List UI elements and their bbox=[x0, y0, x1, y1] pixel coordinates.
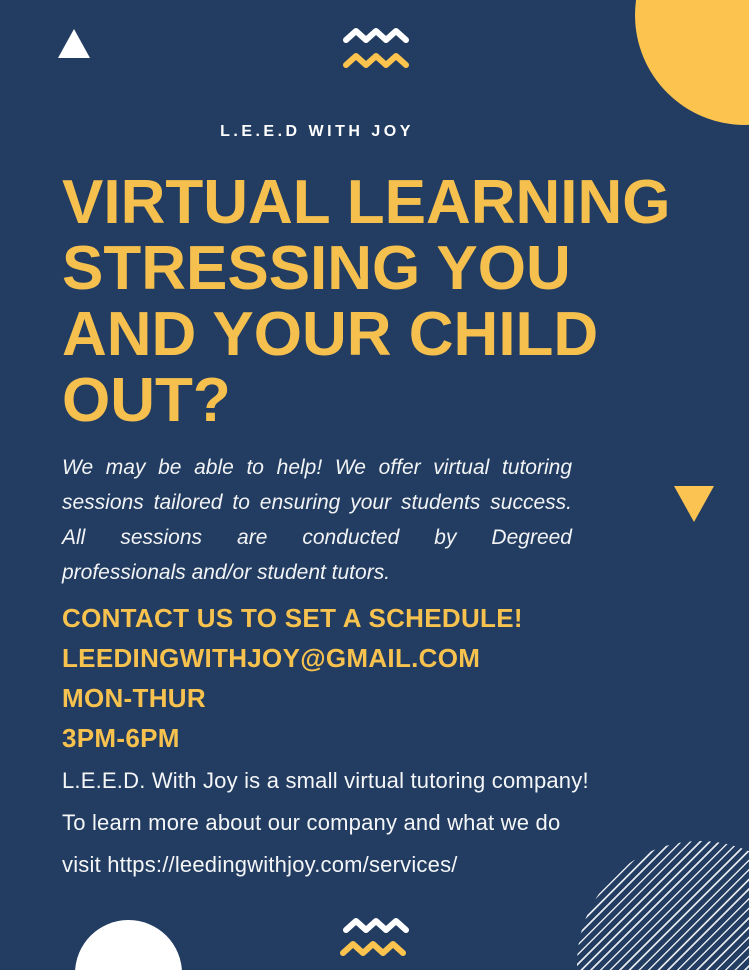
zigzag-wave-yellow-top-icon bbox=[343, 52, 409, 69]
zigzag-wave-white-bottom-icon bbox=[343, 917, 409, 934]
headline bbox=[62, 170, 722, 434]
about-line-3: visit https://leedingwithjoy.com/services/ bbox=[62, 852, 458, 877]
about-line-1: L.E.E.D. With Joy is a small virtual tutoring company! bbox=[62, 768, 589, 793]
triangle-up-decoration bbox=[58, 29, 90, 58]
contact-headline: CONTACT US TO SET A SCHEDULE! bbox=[62, 603, 523, 633]
triangle-down-decoration bbox=[674, 486, 714, 522]
intro-line-1: We may be able to help! We offer virtual tutoring bbox=[62, 456, 572, 479]
zigzag-wave-white-top-icon bbox=[343, 27, 409, 44]
headline-line-4: OUT? bbox=[62, 366, 231, 435]
contact-block bbox=[62, 598, 622, 758]
about-line-2: To learn more about our company and what we do bbox=[62, 810, 561, 835]
intro-line-3: All sessions are conducted by Degreed bbox=[62, 526, 572, 549]
headline-line-1: VIRTUAL LEARNING bbox=[62, 168, 671, 237]
contact-days: MON-THUR bbox=[62, 683, 206, 713]
contact-hours: 3PM-6PM bbox=[62, 723, 180, 753]
about-block bbox=[62, 760, 622, 886]
contact-email: LEEDINGWITHJOY@GMAIL.COM bbox=[62, 643, 481, 673]
headline-line-2: STRESSING YOU bbox=[62, 234, 571, 303]
white-circle-decoration bbox=[75, 920, 182, 970]
intro-line-4: professionals and/or student tutors. bbox=[62, 561, 391, 584]
zigzag-wave-yellow-bottom-icon bbox=[340, 940, 406, 957]
intro-line-2: sessions tailored to ensuring your students success. bbox=[62, 491, 572, 514]
intro-paragraph bbox=[62, 450, 572, 590]
headline-line-3: AND YOUR CHILD bbox=[62, 300, 599, 369]
yellow-circle-decoration bbox=[635, 0, 749, 125]
brand-label: L.E.E.D WITH JOY bbox=[220, 123, 414, 140]
